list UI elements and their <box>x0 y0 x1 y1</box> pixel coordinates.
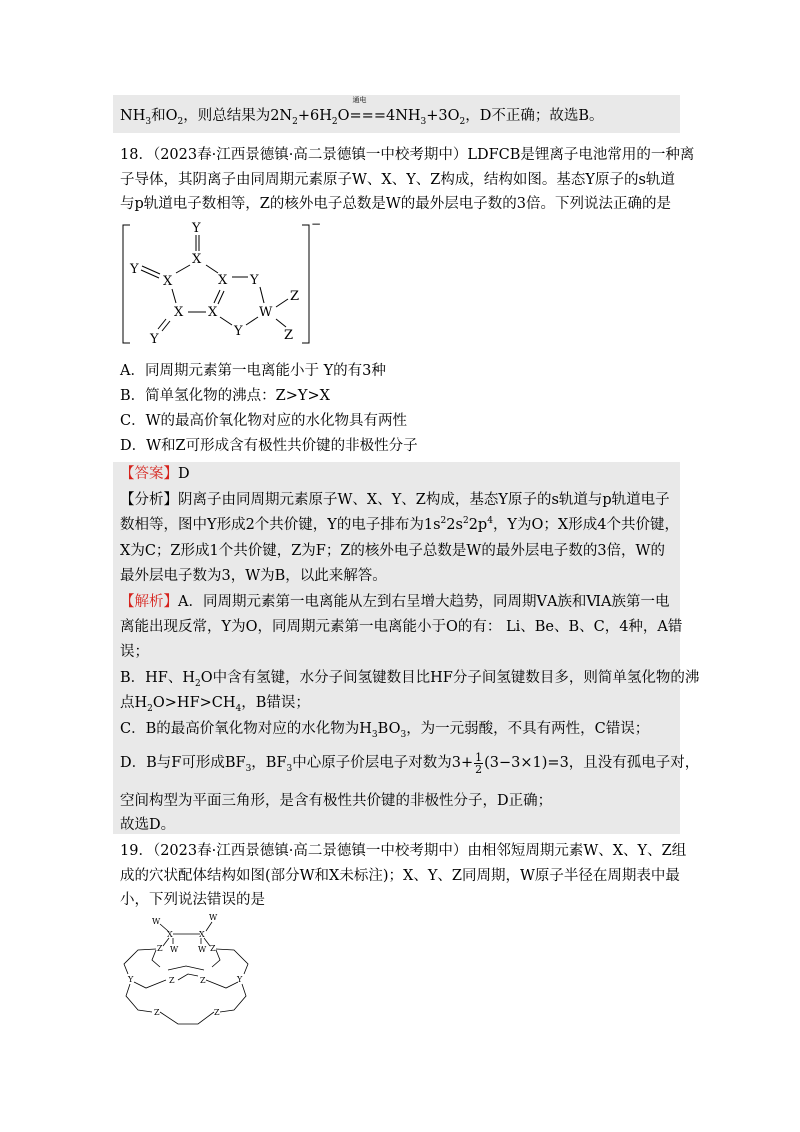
atom-x-bottom-left: X <box>174 305 184 320</box>
q19-atom-z4: Z <box>200 976 206 985</box>
analysis-line4: 最外层电子数为3，W为B，以此来解答。 <box>120 568 387 584</box>
q19-atom-w4: W <box>198 945 207 954</box>
q18-line2: 子导体，其阴离子由同周期元素原子W、X、Y、Z构成，结构如图。基态Y原子的s轨道 <box>120 172 675 188</box>
solution-line-c1: C．B的最高价氧化物对应的水化物为$H_3BO_3$，为一元弱酸，不具有两性，C错误； <box>120 721 650 740</box>
q18-option-d: D．W和Z可形成含有极性共价键的非极性分子 <box>120 438 418 454</box>
q18-line1: 18．（2023春·江西景德镇·高二景德镇一中校考期中）LDFCB是锂离子电池常用的一种离 <box>120 147 695 163</box>
q19-atom-w1: W <box>152 917 161 926</box>
atom-x-bottom-right: X <box>208 305 218 320</box>
q19-atom-z2: Z <box>210 944 216 953</box>
q18-line3: 与p轨道电子数相等，Z的核外电子总数是W的最外层电子数的3倍。下列说法正确的是 <box>120 196 671 212</box>
atom-z-top: Z <box>290 289 300 304</box>
q19-atom-y1: Y <box>128 975 134 984</box>
q19-atom-y2: Y <box>237 975 243 984</box>
q19-atom-x2: X <box>199 930 205 939</box>
top-line: $NH_3$和$O_2$，则总结果为$2N_2+6H_2O$ 通电 $===4NH_3+3O_2$，D不正确；故选B。 <box>120 96 604 127</box>
solution-line-b1: B．HF、$H_2O$中含有氢键，水分子间氢键数目比HF分子间氢键数目多，则简单氢化物的沸 <box>120 670 700 689</box>
charge-minus: − <box>311 217 322 231</box>
atom-x-left: X <box>163 274 173 289</box>
atom-x-top: X <box>192 252 202 267</box>
answer-value: D <box>178 466 190 482</box>
q19-line2: 成的穴状配体结构如图(部分W和X未标注)；X、Y、Z同周期，W原子半径在周期表中最 <box>120 868 680 884</box>
q19-atom-z1: Z <box>157 944 163 953</box>
solution-line-d2: 空间构型为平面三角形，是含有极性共价键的非极性分子，D正确； <box>120 793 553 809</box>
q19-atom-x1: X <box>167 930 173 939</box>
q18-option-b: B．简单氢化物的沸点：Z>Y>X <box>120 388 330 404</box>
q19-atom-w3: W <box>170 945 179 954</box>
answer-tag: 【答案】 <box>120 466 178 482</box>
atom-y-bottom: Y <box>234 324 243 339</box>
q19-line3: 小，下列说法错误的是 <box>120 892 265 908</box>
q19-line1: 19．（2023春·江西景德镇·高二景德镇一中校考期中）由相邻短周期元素W、X、Y、Z组 <box>120 843 687 859</box>
solution-line-a1: 【解析】A．同周期元素第一电离能从左到右呈增大趋势，同周期ⅤA族和ⅥA族第一电 <box>120 594 670 610</box>
atom-x-right: X <box>218 273 228 288</box>
q19-atom-z3: Z <box>169 976 175 985</box>
atom-y-left: Y <box>130 262 139 277</box>
atom-y-right: Y <box>250 273 259 288</box>
solution-line-b2: 点$H_2O>HF>CH_4$，B错误； <box>120 695 310 714</box>
answer-line <box>120 464 190 484</box>
q19-atom-z5: Z <box>154 1008 160 1017</box>
analysis-line3: X为C；Z形成1个共价键，Z为F；Z的核外电子总数是W的最外层电子数的3倍，W的 <box>120 543 665 559</box>
q18-structure-diagram <box>110 215 330 355</box>
q18-option-c: C．W的最高价氧化物对应的水化物具有两性 <box>120 413 407 429</box>
solution-tag: 【解析】 <box>120 594 178 610</box>
solution-line-a3: 误； <box>120 644 149 660</box>
solution-line-d3: 故选D。 <box>120 817 176 833</box>
q19-atom-w2: W <box>209 913 218 922</box>
atom-y-bottom-left: Y <box>150 332 159 347</box>
atom-z-bottom: Z <box>284 328 294 343</box>
atom-w: W <box>259 305 273 320</box>
analysis-line2: 数相等，图中Y形成2个共价键，Y的电子排布为$1s^22s^22p^4$，Y为O；X形成4个共价键， <box>120 516 679 533</box>
q19-structure-diagram <box>116 912 256 1027</box>
q19-atom-z6: Z <box>214 1008 220 1017</box>
reaction-arrow: 通电 === <box>349 96 386 124</box>
solution-line-d1: D．B与F可形成$BF_3$，$BF_3$中心原子价层电子对数为3+ $\frac{1}{2}$ (3−3×1)=3，且没有孤电子对， <box>120 750 700 776</box>
atom-y-top: Y <box>192 221 201 236</box>
solution-line-a2: 离能出现反常，Y为O，同周期元素第一电离能小于O的有： Li、Be、B、C，4种，A错 <box>120 619 683 635</box>
fraction-half: $\frac{1}{2}$ <box>475 750 483 776</box>
q18-option-a: A．同周期元素第一电离能小于 Y的有3种 <box>120 363 386 379</box>
analysis-line1: 【分析】阴离子由同周期元素原子W、X、Y、Z构成，基态Y原子的s轨道与p轨道电子 <box>120 492 670 508</box>
